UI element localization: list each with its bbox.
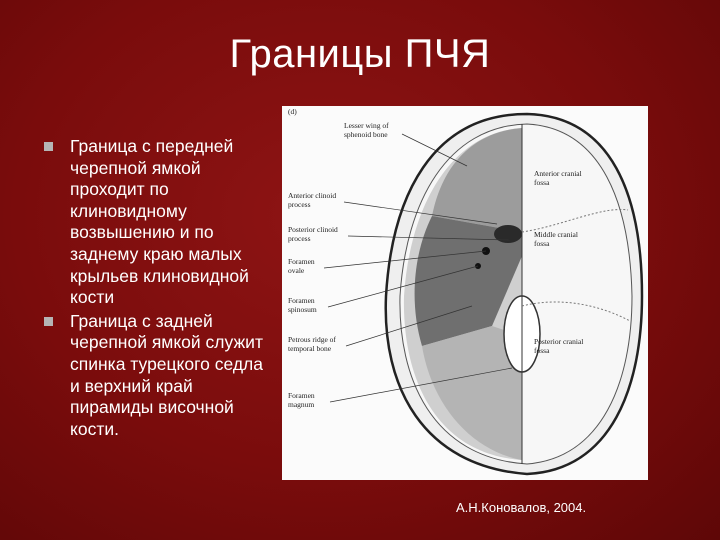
label-petrous-ridge: Petrous ridge of <box>288 335 336 344</box>
label-anterior-fossa-2: fossa <box>534 178 550 187</box>
label-petrous-ridge-2: temporal bone <box>288 344 332 353</box>
square-bullet-icon <box>44 317 53 326</box>
bullet-item <box>44 136 264 309</box>
label-middle-fossa-2: fossa <box>534 239 550 248</box>
label-foramen-magnum-2: magnum <box>288 400 315 409</box>
label-foramen-ovale-2: ovale <box>288 266 305 275</box>
label-lesser-wing-2: sphenoid bone <box>344 130 388 139</box>
bullet-text: Граница с задней черепной ямкой служит спинка турецкого седла и верхний край пирамиды височной кости. <box>70 310 263 439</box>
skull-diagram <box>282 106 648 480</box>
skull-base-illustration <box>282 106 648 480</box>
bullet-text: Граница с передней черепной ямкой проходит по клиновидному возвышению и по заднему краю малых крыльев клиновидной кости <box>70 136 249 308</box>
bullet-list <box>44 136 264 442</box>
bullet-item <box>44 311 264 441</box>
label-foramen-ovale: Foramen <box>288 257 315 266</box>
label-anterior-clinoid: Anterior clinoid <box>288 191 337 200</box>
label-anterior-clinoid-2: process <box>288 200 311 209</box>
label-posterior-fossa: Posterior cranial <box>534 337 584 346</box>
label-middle-fossa: Middle cranial <box>534 230 578 239</box>
slide-title: Границы ПЧЯ <box>229 32 491 76</box>
label-foramen-spinosum-2: spinosum <box>288 305 317 314</box>
label-foramen-magnum: Foramen <box>288 391 315 400</box>
label-posterior-fossa-2: fossa <box>534 346 550 355</box>
author-credit: А.Н.Коновалов, 2004. <box>456 500 587 515</box>
panel-tag: (d) <box>288 107 297 116</box>
label-posterior-clinoid: Posterior clinoid <box>288 225 338 234</box>
label-foramen-spinosum: Foramen <box>288 296 315 305</box>
square-bullet-icon <box>44 142 53 151</box>
label-posterior-clinoid-2: process <box>288 234 311 243</box>
label-lesser-wing: Lesser wing of <box>344 121 389 130</box>
label-anterior-fossa: Anterior cranial <box>534 169 582 178</box>
